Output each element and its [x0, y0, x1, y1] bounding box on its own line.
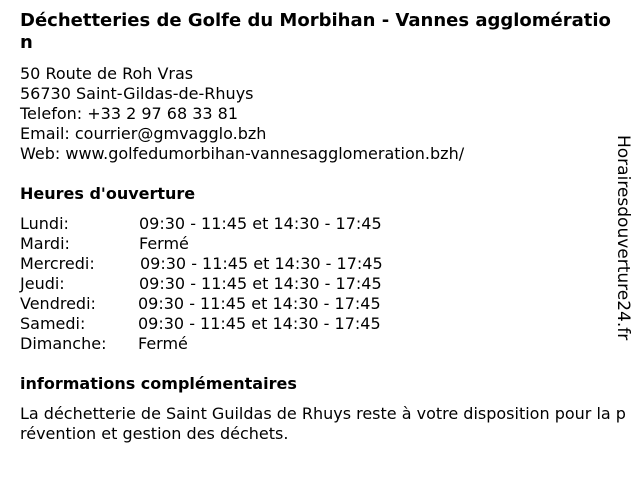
day-label: Jeudi:: [20, 274, 65, 293]
address-street: 50 Route de Roh Vras: [20, 64, 194, 83]
day-label: Mercredi:: [20, 254, 95, 273]
info-text: La déchetterie de Saint Guildas de Rhuys reste à votre disposition pour la prévention et gestion des déchets.: [20, 404, 626, 443]
hours-value: 09:30 - 11:45 et 14:30 - 17:45: [138, 314, 381, 333]
day-label: Dimanche:: [20, 334, 107, 353]
day-label: Lundi:: [20, 214, 69, 233]
day-label: Mardi:: [20, 234, 70, 253]
hours-heading: Heures d'ouverture: [20, 184, 196, 203]
hours-value: 09:30 - 11:45 et 14:30 - 17:45: [139, 214, 382, 233]
hours-value: Fermé: [138, 334, 188, 353]
page-title: Déchetteries de Golfe du Morbihan - Vannes agglomération: [20, 10, 611, 53]
info-heading: informations complémentaires: [20, 374, 297, 393]
hours-value: 09:30 - 11:45 et 14:30 - 17:45: [140, 254, 383, 273]
email-line: Email: courrier@gmvagglo.bzh: [20, 124, 267, 143]
phone-line: Telefon: +33 2 97 68 33 81: [20, 104, 239, 123]
site-watermark: Horairesdouverture24.fr: [613, 135, 633, 341]
web-line: Web: www.golfedumorbihan-vannesagglomeration.bzh/: [20, 144, 465, 163]
address-city: 56730 Saint-Gildas-de-Rhuys: [20, 84, 254, 103]
hours-value: 09:30 - 11:45 et 14:30 - 17:45: [139, 274, 382, 293]
hours-value: 09:30 - 11:45 et 14:30 - 17:45: [138, 294, 381, 313]
hours-value: Fermé: [139, 234, 189, 253]
day-label: Vendredi:: [20, 294, 96, 313]
day-label: Samedi:: [20, 314, 86, 333]
